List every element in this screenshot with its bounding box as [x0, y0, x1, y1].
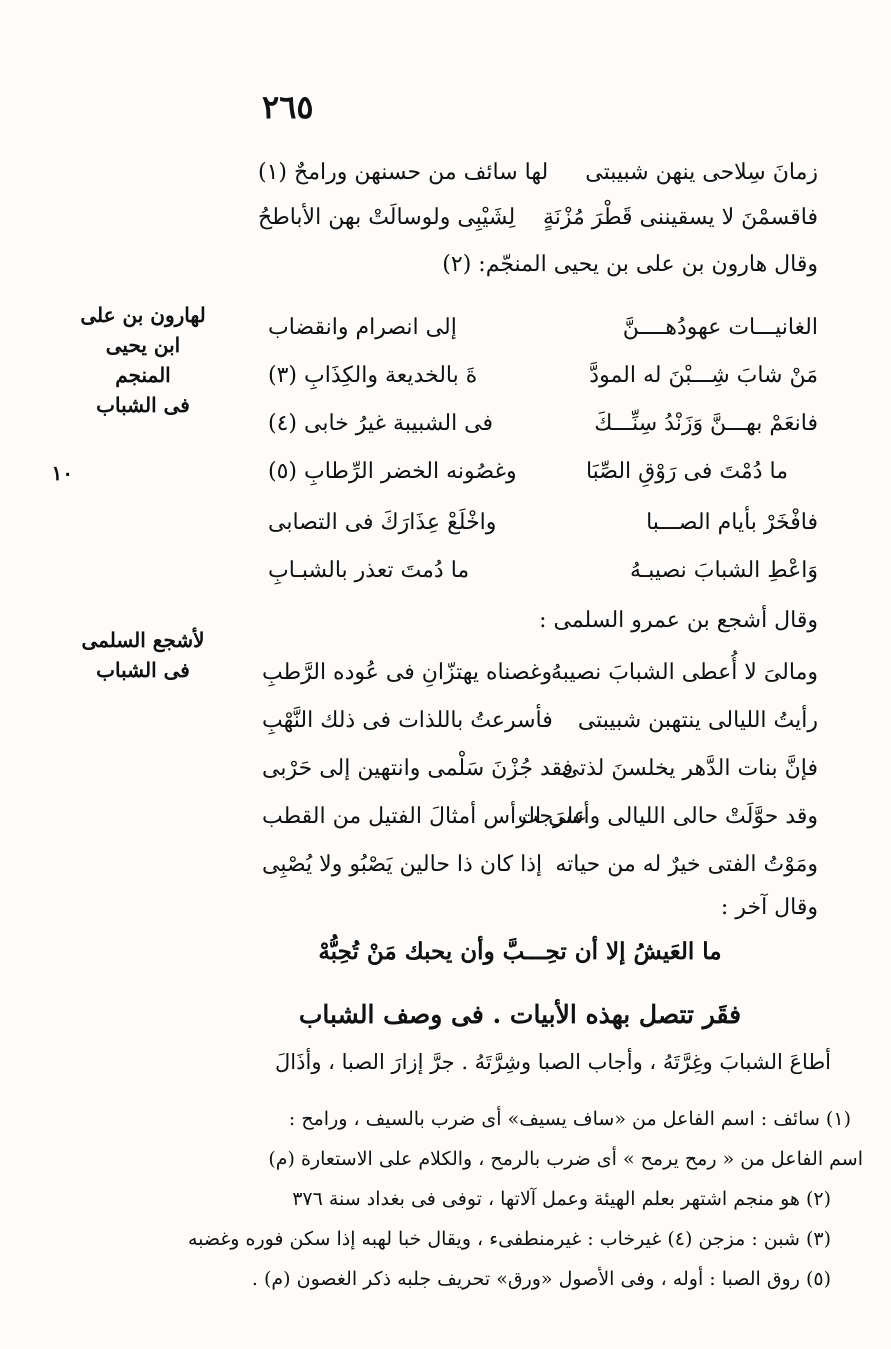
verse-first-hemistich: ومَوْتُ الفتى خيرٌ له من حياته — [555, 852, 818, 877]
verse-line — [262, 852, 818, 886]
verse-second-hemistich: لِشَيْبِى ولوسالَتْ بهن الأباطحُ — [258, 205, 516, 230]
verse-first-hemistich: مَنْ شابَ شِـــبْنَ له المودَّ — [589, 363, 818, 388]
verse-line — [262, 804, 818, 838]
verse-first-hemistich: رأيتُ الليالى ينتهبن شبيبتى — [577, 708, 818, 733]
verse-second-hemistich: وغصُونه الخضر الرِّطابِ (٥) — [268, 459, 517, 484]
line-number-marker: ١٠ — [51, 461, 73, 485]
verse-first-hemistich: وقد حوَّلَتْ حالى الليالى وأسرَجت — [517, 804, 818, 829]
poet-intro: وقال آخر : — [720, 895, 818, 920]
verse-line — [268, 363, 818, 397]
verse-second-hemistich: واخْلَعْ عِذَارَكَ فى التصابى — [268, 510, 497, 535]
verse-line — [268, 459, 788, 493]
poet-intro: وقال هارون بن على بن يحيى المنجّم: (٢) — [442, 252, 818, 277]
margin-note-harun — [78, 300, 208, 420]
verse-second-hemistich: ما دُمتَ تعذر بالشبـابِ — [268, 558, 470, 583]
margin-note-line: لهارون بن على — [80, 303, 206, 327]
verse-second-hemistich: فى الشبيبة غيرُ خابى (٤) — [268, 411, 494, 436]
verse-line — [262, 708, 818, 742]
verse-first-hemistich: ومالىَ لا أُعطى الشبابَ نصيبهُ — [550, 660, 818, 685]
verse-first-hemistich: فإنَّ بنات الدَّهر يخلسنَ لذتى — [561, 756, 818, 781]
verse-first-hemistich: فاقسمْنَ لا يسقيننى قَطْرَ مُزْنَةٍ — [542, 205, 818, 230]
page-number: ٢٦٥ — [262, 88, 314, 126]
verse-first-hemistich: ما دُمْتَ فى رَوْقِ الصِّبَا — [585, 459, 788, 484]
footnote-line: (٢) هو منجم اشتهر بعلم الهيئة وعمل آلاتها ، توفى فى بغداد سنة ٣٧٦ — [292, 1188, 831, 1210]
margin-note-line: فى الشباب — [96, 393, 190, 417]
footnote-line: (٣) شبن : مزجن (٤) غيرخاب : غيرمنطفىء ، ويقال خبا لهبه إذا سكن فوره وغضبه — [187, 1228, 831, 1250]
margin-note-line: ابن يحيى المنجم — [105, 333, 181, 387]
verse-second-hemistich: لها سائف من حسنهن ورامحٌ (١) — [258, 160, 549, 185]
verse-second-hemistich: إلى انصرام وانقضاب — [268, 315, 457, 340]
verse-second-hemistich: فقد جُزْنَ سَلْمى وانتهين إلى حَرْبى — [262, 756, 574, 781]
verse-line — [262, 660, 818, 694]
verse-line — [258, 160, 818, 194]
verse-second-hemistich: وغصناه يهتزّانِ فى عُوده الرَّطبِ — [262, 660, 553, 685]
verse-line — [268, 315, 818, 349]
verse-first-hemistich: الغانيـــات عهودُهــــنَّ — [622, 315, 818, 340]
margin-note-ashja — [78, 625, 208, 685]
margin-note-line: فى الشباب — [96, 658, 190, 682]
verse-second-hemistich: ةَ بالخديعة والكِذَابِ (٣) — [268, 363, 478, 388]
margin-note-line: لأشجع السلمى — [81, 628, 205, 652]
footnote-line: (٥) روق الصبا : أوله ، وفى الأصول «ورق» تحريف جلبه ذكر الغصون (م) . — [251, 1268, 831, 1290]
verse-line — [268, 558, 818, 592]
verse-first-hemistich: فانعَمْ بهـــنَّ وَزَنْدُ سِنِّـــكَ — [594, 411, 818, 436]
section-heading: فقَر تتصل بهذه الأبيات . فى وصف الشباب — [298, 1000, 742, 1029]
footnote-line: اسم الفاعل من « رمح يرمح » أى ضرب بالرمح ، والكلام على الاستعارة (م) — [268, 1148, 863, 1170]
verse-first-hemistich: فافْخَرْ بأيام الصـــبا — [646, 510, 818, 535]
verse-first-hemistich: زمانَ سِلاحى ينهن شبيبتى — [585, 160, 818, 185]
footnote-line: (١) سائف : اسم الفاعل من «ساف يسيف» أى ضرب بالسيف ، ورامح : — [288, 1108, 851, 1130]
verse-second-hemistich: على الرأس أمثالَ الفتيل من القطب — [262, 804, 587, 829]
single-verse: ما العَيشُ إلا أن تحِـــبَّ وأن يحبك مَنْ تُحِبُّهْ — [318, 938, 722, 965]
verse-line — [268, 411, 818, 445]
prose-line: أطاعَ الشبابَ وغِرَّتَهُ ، وأجاب الصبا وشِرَّتَهُ . جرَّ إزارَ الصبا ، وأذَالَ — [275, 1050, 831, 1074]
verse-line — [268, 510, 818, 544]
verse-second-hemistich: فأسرعتُ باللذات فى ذلك النَّهْبِ — [262, 708, 553, 733]
verse-second-hemistich: إذا كان ذا حالين يَصْبُو ولا يُصْبِى — [262, 852, 543, 877]
poet-intro: وقال أشجع بن عمرو السلمى : — [539, 608, 818, 633]
verse-line — [262, 756, 818, 790]
verse-line — [258, 205, 818, 239]
verse-first-hemistich: وَاعْطِ الشبابَ نصيبـهُ — [630, 558, 818, 583]
